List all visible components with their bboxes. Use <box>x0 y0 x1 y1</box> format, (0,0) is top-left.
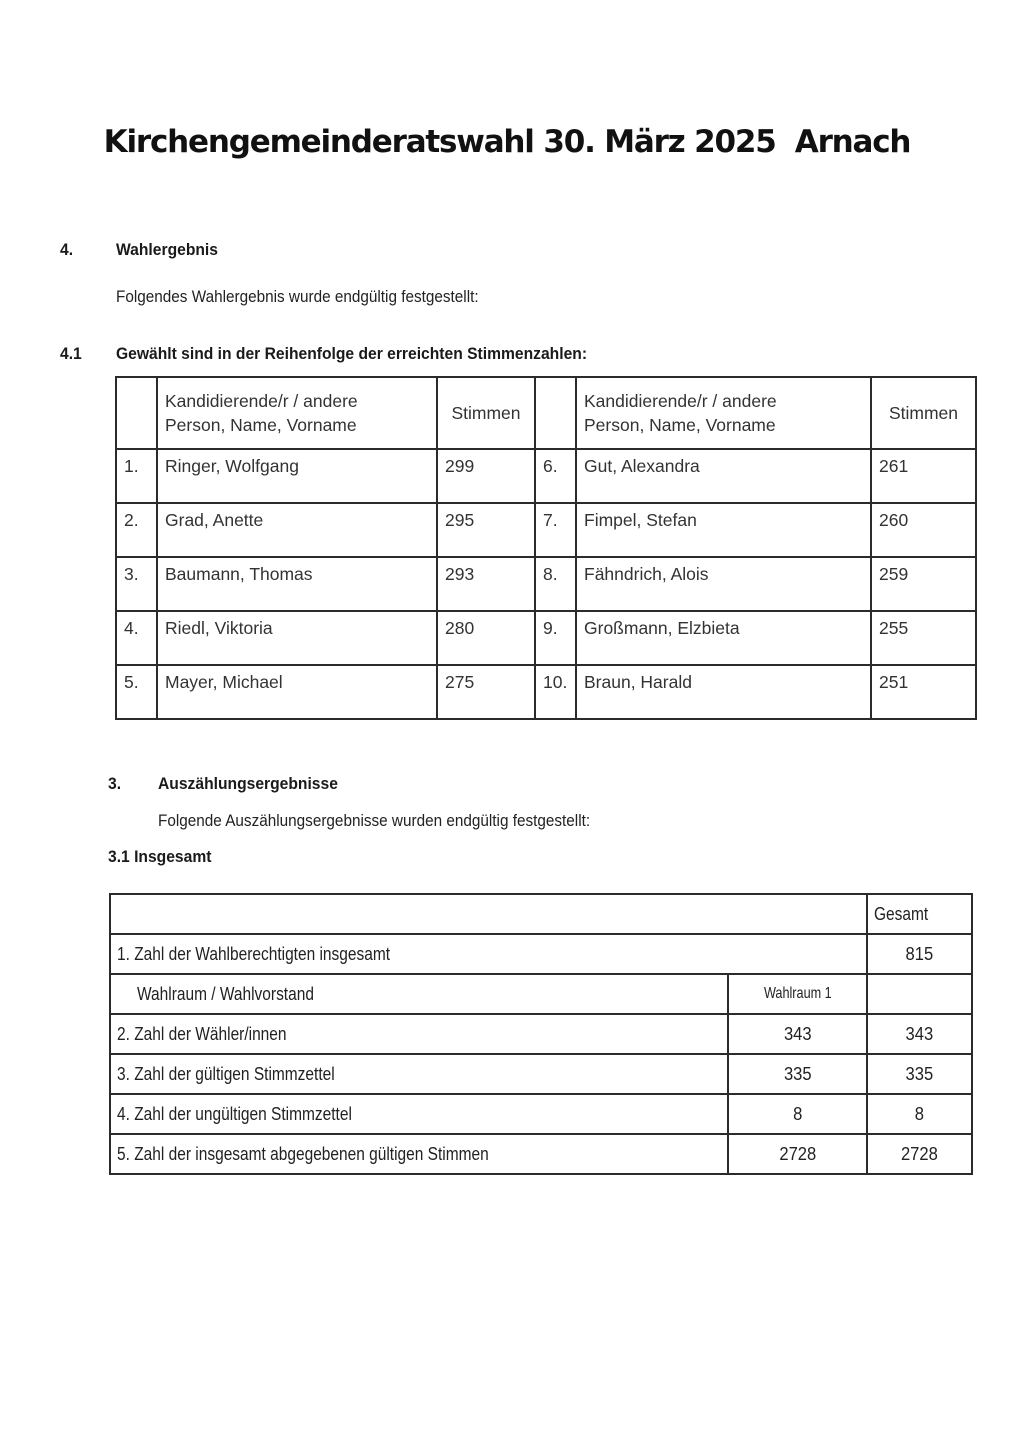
room-header: Wahlraum 1 <box>733 974 861 1014</box>
vote-count: 275 <box>437 665 535 719</box>
section-3-heading: Auszählungsergebnisse <box>158 774 338 793</box>
total-value: 815 <box>871 934 967 974</box>
table-header-row <box>110 894 972 934</box>
row-label: Wahlraum / Wahlvorstand <box>110 974 728 1014</box>
candidate-name: Großmann, Elzbieta <box>576 611 871 665</box>
table-row <box>110 1054 972 1094</box>
table-row <box>110 974 972 1014</box>
votes-header: Stimmen <box>437 377 535 449</box>
table-row <box>116 665 976 719</box>
candidate-name: Fähndrich, Alois <box>576 557 871 611</box>
section-4-intro: Folgendes Wahlergebnis wurde endgültig festgestellt: <box>116 287 479 306</box>
rank: 8. <box>535 557 576 611</box>
table-row <box>110 934 972 974</box>
candidate-name: Fimpel, Stefan <box>576 503 871 557</box>
rank: 1. <box>116 449 157 503</box>
vote-count: 255 <box>871 611 976 665</box>
empty-header-cell <box>110 894 867 934</box>
vote-count: 251 <box>871 665 976 719</box>
table-row <box>116 449 976 503</box>
row-label: 3. Zahl der gültigen Stimmzettel <box>110 1054 728 1094</box>
rank: 6. <box>535 449 576 503</box>
room-value: 343 <box>733 1014 861 1054</box>
section-4-number: 4. <box>60 240 74 259</box>
candidate-name: Mayer, Michael <box>157 665 437 719</box>
table-row <box>110 1094 972 1134</box>
name-header: Kandidierende/r / andere Person, Name, Vorname <box>157 377 437 449</box>
section-4-1-number: 4.1 <box>60 344 82 363</box>
vote-count: 295 <box>437 503 535 557</box>
room-value: 335 <box>733 1054 861 1094</box>
rank: 2. <box>116 503 157 557</box>
section-3-intro: Folgende Auszählungsergebnisse wurden endgültig festgestellt: <box>158 811 591 830</box>
table-row <box>116 503 976 557</box>
votes-header: Stimmen <box>871 377 976 449</box>
vote-count: 259 <box>871 557 976 611</box>
total-value: 335 <box>871 1054 967 1094</box>
candidate-name: Gut, Alexandra <box>576 449 871 503</box>
section-4-heading: Wahlergebnis <box>116 240 218 259</box>
table-header-row <box>116 377 976 449</box>
vote-count: 280 <box>437 611 535 665</box>
vote-count: 299 <box>437 449 535 503</box>
total-header: Gesamt <box>867 894 972 934</box>
candidate-name: Braun, Harald <box>576 665 871 719</box>
room-value: 8 <box>733 1094 861 1134</box>
rank: 10. <box>535 665 576 719</box>
name-header: Kandidierende/r / andere Person, Name, Vorname <box>576 377 871 449</box>
elected-candidates-table <box>115 376 977 720</box>
rank-header <box>116 377 157 449</box>
section-4-1-heading: Gewählt sind in der Reihenfolge der erreichten Stimmenzahlen: <box>116 344 588 363</box>
candidate-name: Ringer, Wolfgang <box>157 449 437 503</box>
table-row <box>110 1014 972 1054</box>
table-row <box>116 611 976 665</box>
vote-count: 260 <box>871 503 976 557</box>
candidate-name: Riedl, Viktoria <box>157 611 437 665</box>
table-row <box>116 557 976 611</box>
counting-results-table <box>109 893 973 1175</box>
candidate-name: Grad, Anette <box>157 503 437 557</box>
section-3-number: 3. <box>108 774 122 793</box>
document-title: Kirchengemeinderatswahl 30. März 2025 Arnach <box>103 124 911 160</box>
rank: 4. <box>116 611 157 665</box>
rank: 3. <box>116 557 157 611</box>
total-value: 343 <box>871 1014 967 1054</box>
total-value <box>867 974 972 1014</box>
row-label: 1. Zahl der Wahlberechtigten insgesamt <box>110 934 867 974</box>
row-label: 2. Zahl der Wähler/innen <box>110 1014 728 1054</box>
rank: 5. <box>116 665 157 719</box>
row-label: 5. Zahl der insgesamt abgegebenen gültigen Stimmen <box>110 1134 728 1174</box>
table-row <box>110 1134 972 1174</box>
candidate-name: Baumann, Thomas <box>157 557 437 611</box>
rank: 7. <box>535 503 576 557</box>
total-value: 2728 <box>871 1134 967 1174</box>
vote-count: 261 <box>871 449 976 503</box>
rank: 9. <box>535 611 576 665</box>
room-value: 2728 <box>733 1134 861 1174</box>
vote-count: 293 <box>437 557 535 611</box>
row-label: 4. Zahl der ungültigen Stimmzettel <box>110 1094 728 1134</box>
total-value: 8 <box>871 1094 967 1134</box>
section-3-1-heading: 3.1 Insgesamt <box>108 847 212 866</box>
rank-header <box>535 377 576 449</box>
